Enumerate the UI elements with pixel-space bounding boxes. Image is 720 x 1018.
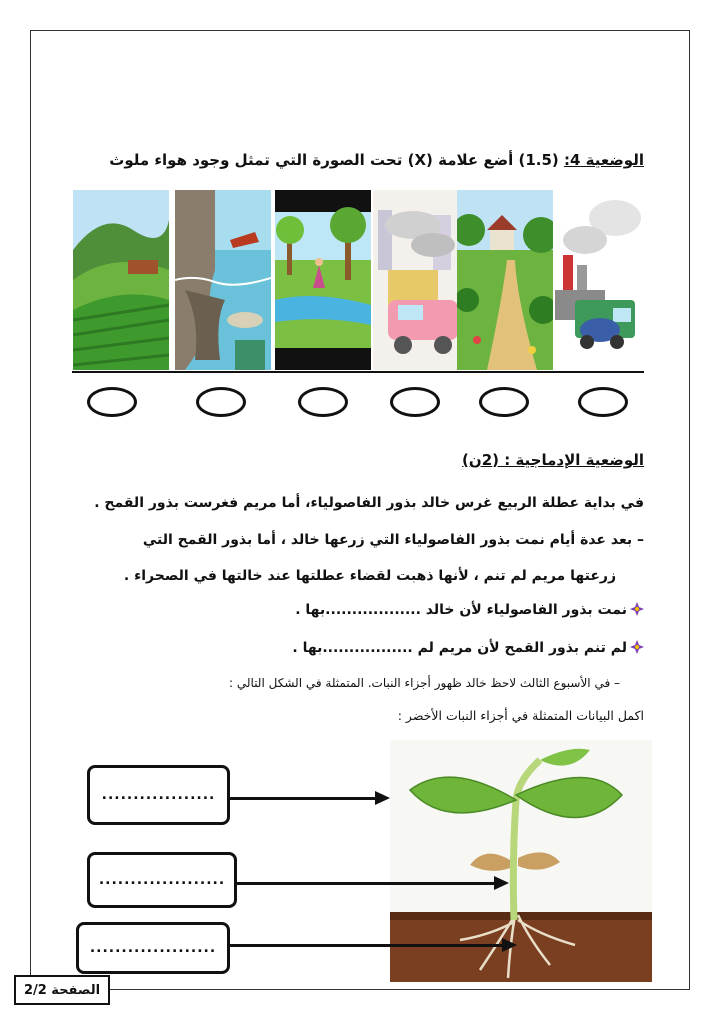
integration-line-4-text: نمت بذور الفاصولياء لأن خالد ..................بها . <box>295 602 627 618</box>
answer-oval-6[interactable] <box>578 387 628 417</box>
integration-line-5-text: لم تنم بذور القمح لأن مريم لم .................بها . <box>292 640 627 656</box>
plant-label-box-1[interactable]: .................. <box>87 765 230 825</box>
plant-label-box-3[interactable]: .................... <box>76 922 230 974</box>
answer-oval-3[interactable] <box>298 387 348 417</box>
plant-label-box-2[interactable]: .................... <box>87 852 237 908</box>
integration-line-6: – في الأسبوع الثالث لاحظ خالد ظهور أجزاء النبات. المتمثلة في الشكل التالي : <box>229 676 620 690</box>
arrow-to-stem <box>237 882 495 885</box>
page-number: الصفحة 2/2 <box>14 975 110 1005</box>
integration-title: الوضعية الإدماجية : (2ن) <box>462 451 644 469</box>
picture-factory-truck-smoke <box>555 190 651 370</box>
integration-line-5 <box>292 640 644 656</box>
integration-line-3: زرعتها مريم لم تنم ، لأنها ذهبت لقضاء عطلتها عند خالتها في الصحراء . <box>123 568 616 584</box>
star-marker-icon <box>630 640 644 654</box>
picture-green-hills <box>73 190 169 370</box>
picture-cartoon-traffic-smoke <box>373 190 469 370</box>
picture-polluted-sea <box>175 190 271 370</box>
star-marker-icon <box>630 602 644 616</box>
integration-line-2: – بعد عدة أيام نمت بذور الفاصولياء التي زرعها خالد ، أما بذور القمح التي <box>142 532 644 548</box>
picture-clean-river <box>275 190 371 370</box>
integration-line-7: اكمل البيانات المتمثلة في أجزاء النبات الأخضر : <box>397 708 644 723</box>
integration-line-1: في بداية عطلة الربيع غرس خالد بذور الفاصولياء، أما مريم فغرست بذور القمح . <box>94 495 644 511</box>
answer-oval-5[interactable] <box>479 387 529 417</box>
arrow-to-leaves <box>230 797 376 800</box>
situation4-label: الوضعية 4: <box>563 151 644 169</box>
answer-oval-1[interactable] <box>87 387 137 417</box>
pictures-baseline <box>72 371 644 373</box>
integration-line-4 <box>295 602 644 618</box>
situation4-heading <box>109 151 644 169</box>
answer-oval-4[interactable] <box>390 387 440 417</box>
answer-oval-2[interactable] <box>196 387 246 417</box>
arrow-to-roots <box>230 944 503 947</box>
picture-garden-house <box>457 190 553 370</box>
situation4-instruction: (1.5) أضع علامة (X) تحت الصورة التي تمثل وجود هواء ملوث <box>109 151 564 169</box>
